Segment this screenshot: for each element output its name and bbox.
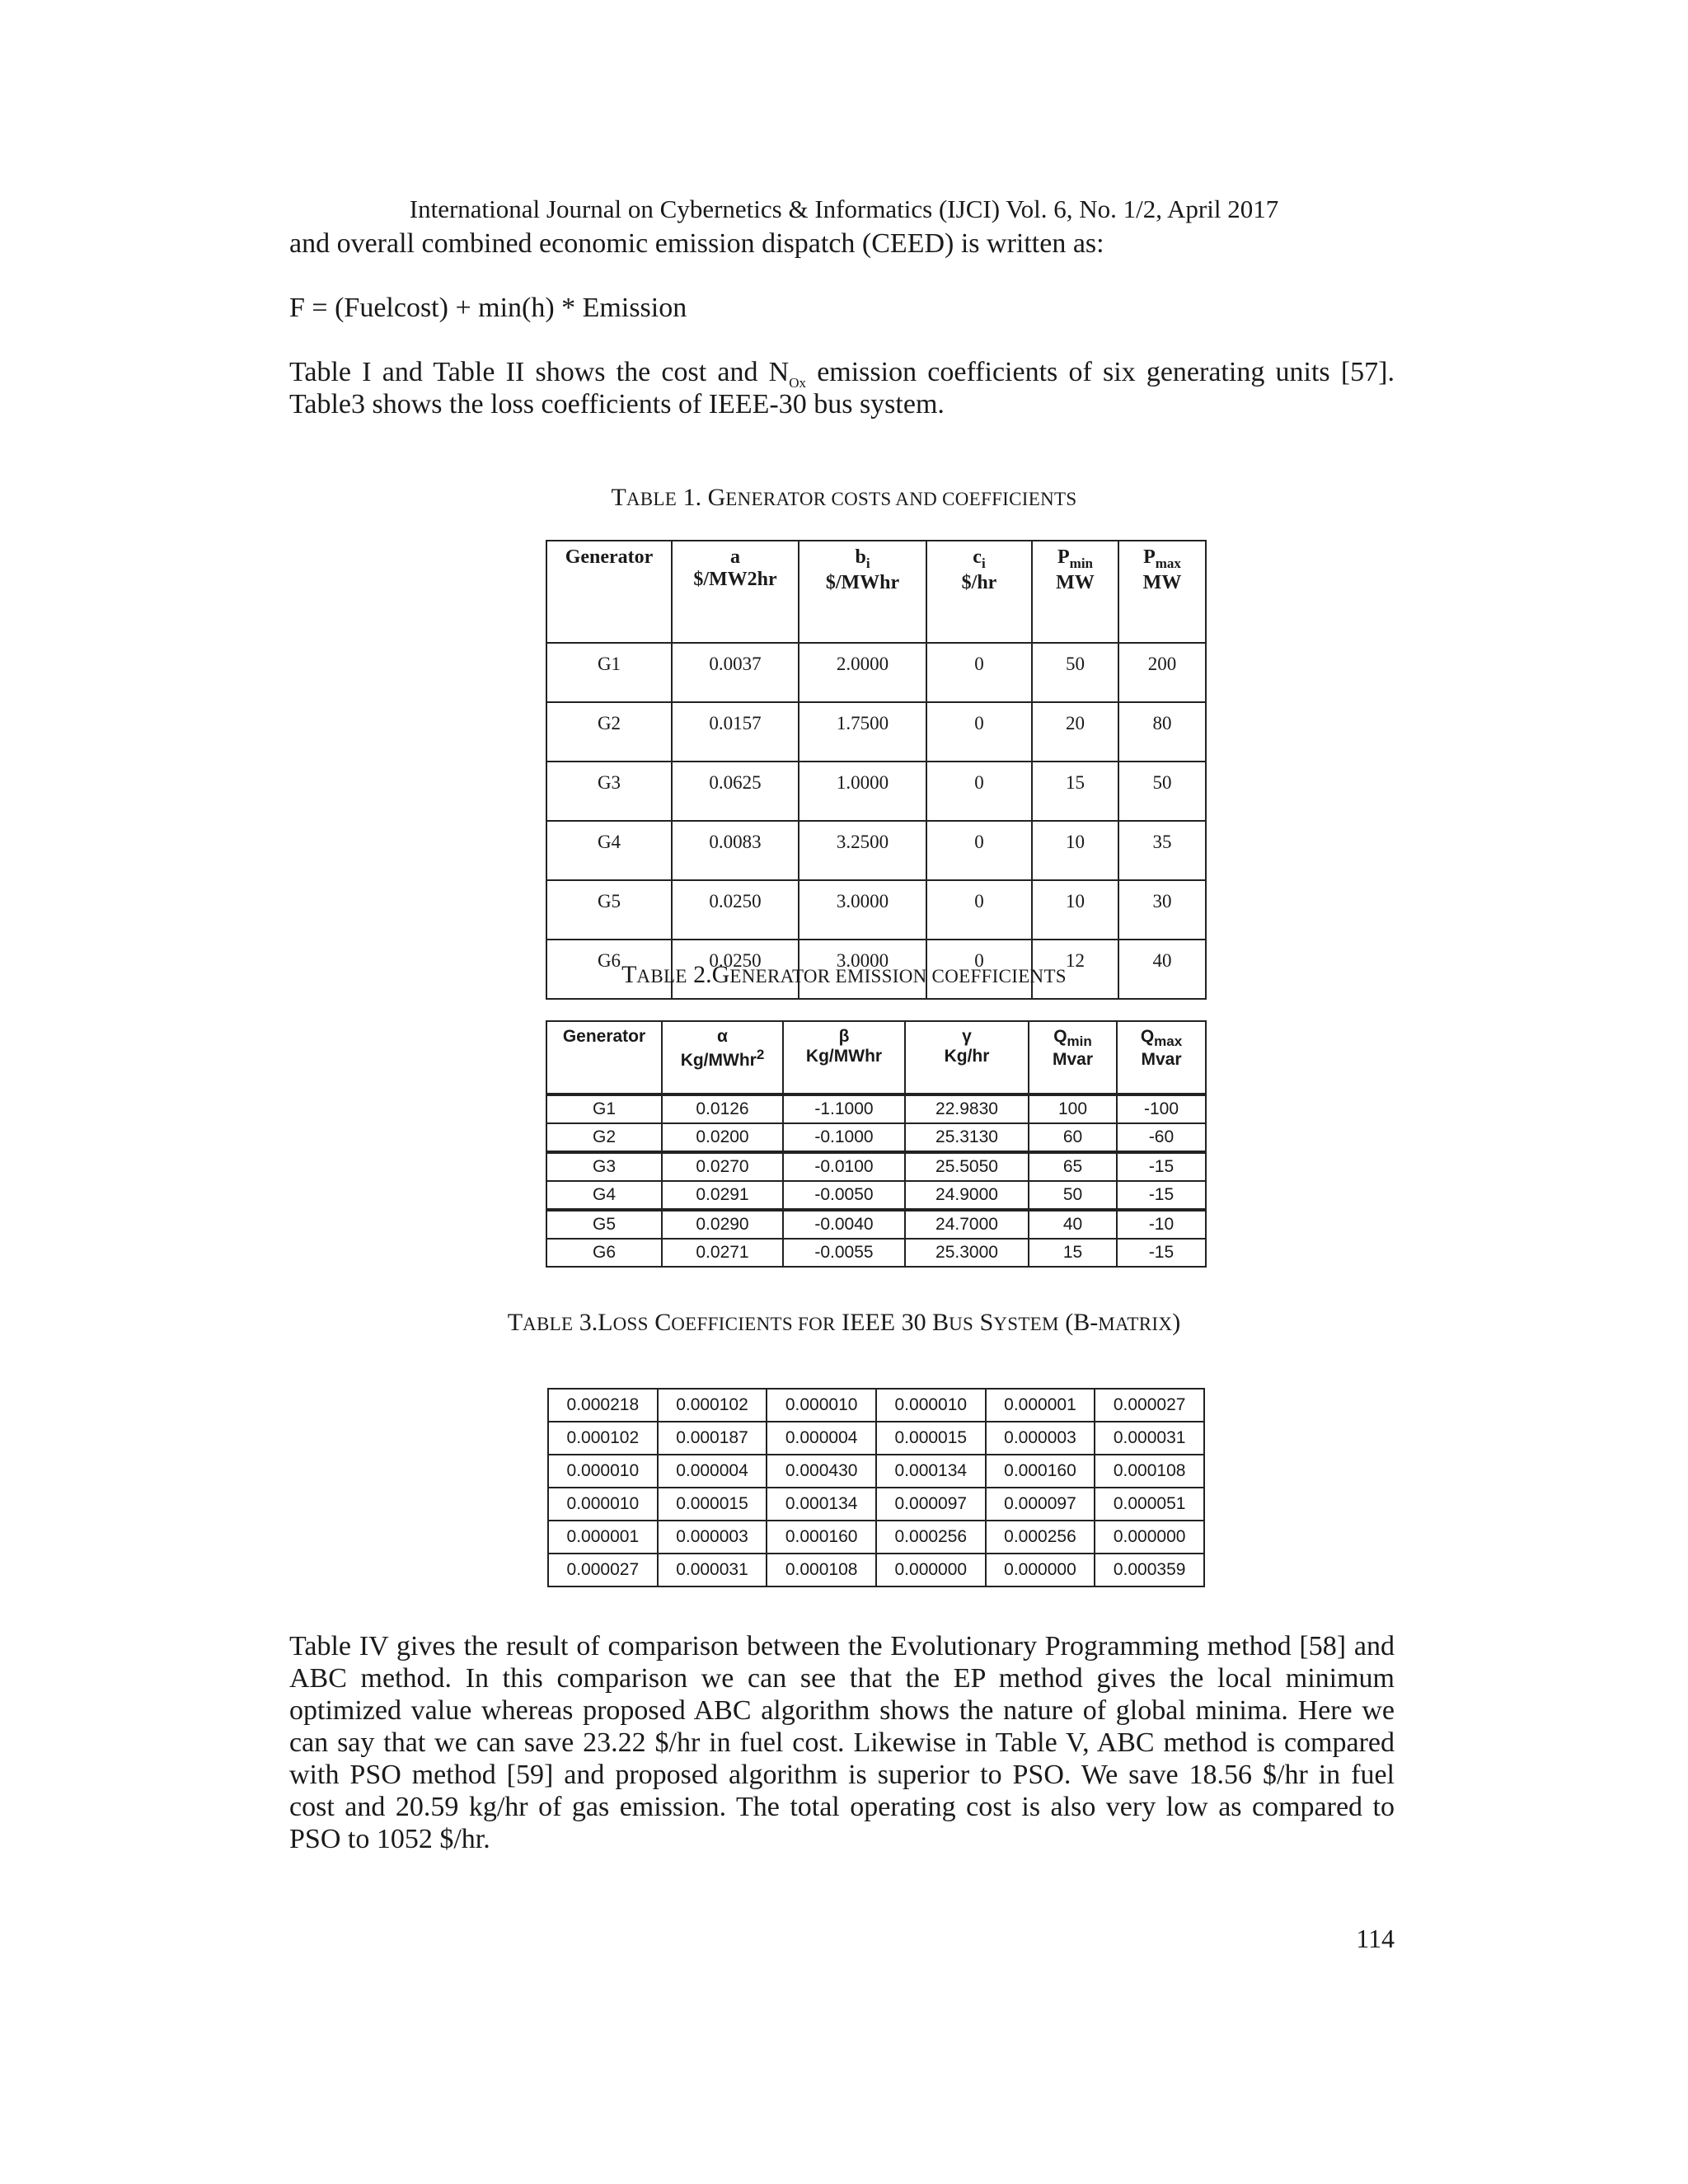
table-cell: 22.9830 — [905, 1094, 1029, 1123]
table-cell: 1.7500 — [799, 702, 926, 762]
table-cell: 0.000097 — [876, 1488, 986, 1521]
table-cell: 0.000010 — [767, 1389, 876, 1422]
table-cell: 1.0000 — [799, 762, 926, 821]
table-cell: G5 — [546, 1210, 662, 1239]
table-cell: 24.7000 — [905, 1210, 1029, 1239]
table-cell: 200 — [1118, 643, 1206, 702]
table-cell: 0.000015 — [658, 1488, 767, 1521]
table-cell: 0.0270 — [662, 1152, 783, 1181]
table-row — [548, 1422, 1204, 1455]
table-cell: 15 — [1032, 762, 1118, 821]
generator-emission-table — [546, 1020, 1207, 1268]
table-cell: 0.000097 — [986, 1488, 1095, 1521]
table-cell: 0.000108 — [767, 1554, 876, 1586]
column-header: Generator — [546, 541, 672, 643]
table-cell: -0.0040 — [783, 1210, 905, 1239]
table-row — [546, 821, 1206, 880]
table-cell: G6 — [546, 1239, 662, 1267]
table-cell: 0.000001 — [986, 1389, 1095, 1422]
table-row — [548, 1389, 1204, 1422]
table-cell: 0.000218 — [548, 1389, 658, 1422]
table-cell: 12 — [1032, 940, 1118, 999]
table-header-row — [546, 541, 1206, 643]
comparison-line: can say that we can save 23.22 $/hr in fuel cost. Likewise in Table V, ABC method is compared — [289, 1727, 1395, 1758]
table-cell: G1 — [546, 643, 672, 702]
table-cell: -100 — [1117, 1094, 1206, 1123]
table-cell: G3 — [546, 1152, 662, 1181]
table-row — [546, 1094, 1206, 1123]
column-header: $c_i$ $/hr — [926, 541, 1032, 643]
table-cell: G3 — [546, 762, 672, 821]
table-row — [546, 1210, 1206, 1239]
paragraph-tables-line1: Table I and Table II shows the cost and $N_{Ox}$ emission coefficients of six generating units [57]. — [289, 357, 1395, 391]
table-cell: 0.0157 — [672, 702, 799, 762]
table-cell: 40 — [1118, 940, 1206, 999]
comparison-line: with PSO method [59] and proposed algorithm is superior to PSO. We save 18.56 $/hr in fuel — [289, 1760, 1395, 1790]
table-cell: 0.000102 — [658, 1389, 767, 1422]
column-header: Generator — [546, 1021, 662, 1094]
column-header: $b_i$ $/MWhr — [799, 541, 926, 643]
table-cell: G6 — [546, 940, 672, 999]
table-row — [546, 1123, 1206, 1152]
table-row — [548, 1455, 1204, 1488]
table-cell: 0.000031 — [1095, 1422, 1204, 1455]
table-header-row — [546, 1021, 1206, 1094]
table-cell: 3.0000 — [799, 880, 926, 940]
table-cell: 100 — [1029, 1094, 1117, 1123]
table-cell: 0.0083 — [672, 821, 799, 880]
table-cell: 0.000160 — [767, 1521, 876, 1554]
table-cell: -1.1000 — [783, 1094, 905, 1123]
table3-caption: TABLE 3.LOSS COEFFICIENTS FOR IEEE 30 BUS SYSTEM (B-MATRIX) — [507, 1309, 1181, 1336]
table-row — [546, 643, 1206, 702]
table-cell: G4 — [546, 821, 672, 880]
comparison-line: optimized value whereas proposed ABC algorithm shows the nature of global minima. Here we — [289, 1695, 1395, 1726]
table-cell: G1 — [546, 1094, 662, 1123]
table-cell: 24.9000 — [905, 1181, 1029, 1210]
table-cell: 60 — [1029, 1123, 1117, 1152]
table-cell: 25.5050 — [905, 1152, 1029, 1181]
column-header: a $/MW2hr — [672, 541, 799, 643]
generator-costs-table — [546, 540, 1207, 1000]
table-row — [548, 1521, 1204, 1554]
table1-caption: TABLE 1. GENERATOR COSTS AND COEFFICIENTS — [611, 484, 1077, 511]
table-cell: 0.000160 — [986, 1455, 1095, 1488]
table-cell: 0 — [926, 940, 1032, 999]
column-header: $Q_{max}$ Mvar — [1117, 1021, 1206, 1094]
table-cell: 0 — [926, 821, 1032, 880]
table-cell: 50 — [1029, 1181, 1117, 1210]
table-cell: -0.1000 — [783, 1123, 905, 1152]
table-cell: 0.000010 — [548, 1455, 658, 1488]
table-cell: 0.000359 — [1095, 1554, 1204, 1586]
table-cell: 0.0037 — [672, 643, 799, 702]
table-cell: 50 — [1118, 762, 1206, 821]
table-cell: 0.000430 — [767, 1455, 876, 1488]
table-cell: G5 — [546, 880, 672, 940]
paragraph-tables-line2: Table3 shows the loss coefficients of IEEE-30 bus system. — [289, 389, 945, 419]
table-cell: 3.2500 — [799, 821, 926, 880]
page-number: 114 — [1356, 1924, 1395, 1953]
table-cell: 0 — [926, 880, 1032, 940]
table-cell: 50 — [1032, 643, 1118, 702]
table-cell: -15 — [1117, 1152, 1206, 1181]
column-header: γ Kg/hr — [905, 1021, 1029, 1094]
table-row — [548, 1554, 1204, 1586]
table-cell: 0.0200 — [662, 1123, 783, 1152]
table-cell: 40 — [1029, 1210, 1117, 1239]
table-cell: -15 — [1117, 1181, 1206, 1210]
column-header: $P_{max}$ MW — [1118, 541, 1206, 643]
table-cell: 0.000102 — [548, 1422, 658, 1455]
comparison-line: cost and 20.59 kg/hr of gas emission. The total operating cost is also very low as compared to — [289, 1792, 1395, 1822]
table-cell: 2.0000 — [799, 643, 926, 702]
table-cell: 80 — [1118, 702, 1206, 762]
table-cell: 0.000000 — [1095, 1521, 1204, 1554]
table-cell: 0.000010 — [876, 1389, 986, 1422]
table-cell: 0.0250 — [672, 880, 799, 940]
table-cell: 0.000256 — [876, 1521, 986, 1554]
table-cell: 20 — [1032, 702, 1118, 762]
table-cell: G2 — [546, 702, 672, 762]
table-cell: 0.000027 — [548, 1554, 658, 1586]
table-row — [546, 880, 1206, 940]
table-cell: 65 — [1029, 1152, 1117, 1181]
table-row — [546, 1239, 1206, 1267]
table-cell: 0 — [926, 643, 1032, 702]
table-cell: 0.000004 — [767, 1422, 876, 1455]
comparison-line: PSO to 1052 $/hr. — [289, 1824, 490, 1854]
table-cell: 0 — [926, 762, 1032, 821]
table-cell: 10 — [1032, 821, 1118, 880]
table-cell: 0.000031 — [658, 1554, 767, 1586]
table-cell: G4 — [546, 1181, 662, 1210]
comparison-line: ABC method. In this comparison we can see that the EP method gives the local minimum — [289, 1663, 1395, 1694]
table-cell: 0.000004 — [658, 1455, 767, 1488]
running-header: International Journal on Cybernetics & Informatics (IJCI) Vol. 6, No. 1/2, April 2017 — [409, 194, 1279, 223]
table-cell: -15 — [1117, 1239, 1206, 1267]
table-cell: 0.0625 — [672, 762, 799, 821]
table-cell: 0.000108 — [1095, 1455, 1204, 1488]
table-cell: 10 — [1032, 880, 1118, 940]
column-header: $Q_{min}$ Mvar — [1029, 1021, 1117, 1094]
table-cell: 25.3000 — [905, 1239, 1029, 1267]
table-cell: 0.0290 — [662, 1210, 783, 1239]
table-cell: -0.0100 — [783, 1152, 905, 1181]
table-cell: 0.0250 — [672, 940, 799, 999]
table-cell: 25.3130 — [905, 1123, 1029, 1152]
table-cell: 15 — [1029, 1239, 1117, 1267]
table-cell: 0.000001 — [548, 1521, 658, 1554]
table-row — [546, 1152, 1206, 1181]
column-header: $P_{min}$ MW — [1032, 541, 1118, 643]
table-cell: 0.000051 — [1095, 1488, 1204, 1521]
table-cell: 0.000134 — [876, 1455, 986, 1488]
table-cell: 30 — [1118, 880, 1206, 940]
table-cell: G2 — [546, 1123, 662, 1152]
column-header: β Kg/MWhr — [783, 1021, 905, 1094]
column-header: α Kg/MWhr$^2$ — [662, 1021, 783, 1094]
table-cell: 0.000015 — [876, 1422, 986, 1455]
table-cell: 0 — [926, 702, 1032, 762]
table-row — [548, 1488, 1204, 1521]
comparison-line: Table IV gives the result of comparison between the Evolutionary Programming method [58] and — [289, 1631, 1395, 1661]
table2-caption: TABLE 2.GENERATOR EMISSION COEFFICIENTS — [621, 961, 1067, 988]
table-cell: 0.000010 — [548, 1488, 658, 1521]
table-cell: 3.0000 — [799, 940, 926, 999]
table-cell: 0.000027 — [1095, 1389, 1204, 1422]
table-cell: 0.000187 — [658, 1422, 767, 1455]
table-cell: 0.0271 — [662, 1239, 783, 1267]
table-cell: -0.0055 — [783, 1239, 905, 1267]
table-cell: 0.000000 — [876, 1554, 986, 1586]
table-cell: 0.000134 — [767, 1488, 876, 1521]
table-cell: -0.0050 — [783, 1181, 905, 1210]
table-row — [546, 702, 1206, 762]
table-cell: 0.000003 — [986, 1422, 1095, 1455]
table-cell: 0.000000 — [986, 1554, 1095, 1586]
paragraph-comparison — [289, 1630, 1395, 1855]
table-cell: -60 — [1117, 1123, 1206, 1152]
table-cell: 0.0126 — [662, 1094, 783, 1123]
table-cell: -10 — [1117, 1210, 1206, 1239]
paragraph-intro: and overall combined economic emission dispatch (CEED) is written as: — [289, 228, 1104, 259]
loss-coefficients-table — [547, 1388, 1205, 1587]
table-cell: 0.000003 — [658, 1521, 767, 1554]
equation: F = (Fuelcost) + min(h) * Emission — [289, 293, 687, 323]
table-cell: 0.0291 — [662, 1181, 783, 1210]
table-cell: 35 — [1118, 821, 1206, 880]
table-row — [546, 762, 1206, 821]
table-row — [546, 1181, 1206, 1210]
table-cell: 0.000256 — [986, 1521, 1095, 1554]
